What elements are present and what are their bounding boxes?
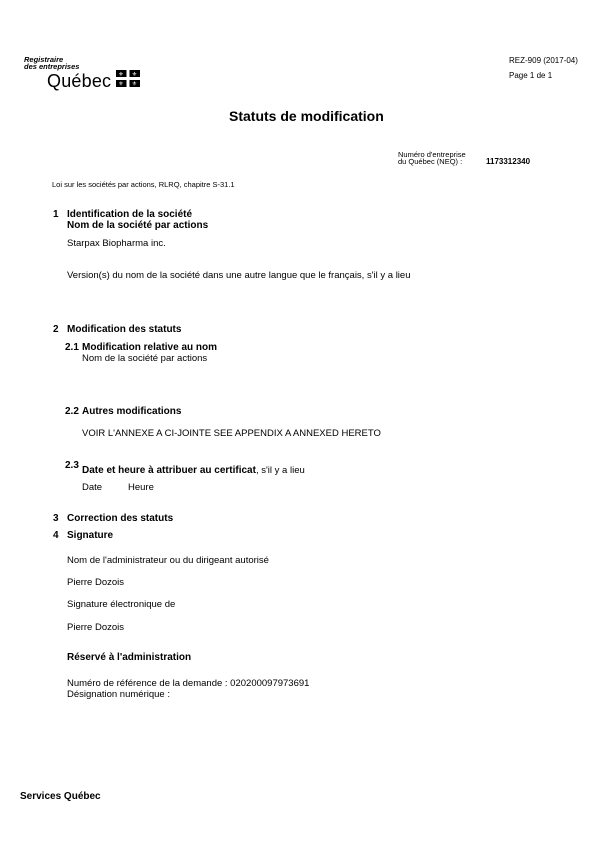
section-3-heading: Correction des statuts: [67, 513, 174, 524]
section-1-heading: Identification de la société: [67, 209, 193, 220]
admin-name: Pierre Dozois: [67, 577, 125, 588]
section-2-number: 2: [53, 324, 59, 335]
svg-text:⚜: ⚜: [131, 80, 138, 87]
section-2-heading: Modification des statuts: [67, 324, 182, 335]
section-1-number: 1: [53, 209, 59, 220]
footer-services-quebec: Services Québec: [20, 791, 101, 802]
digital-designation: Désignation numérique :: [67, 689, 170, 700]
admin-label: Nom de l'administrateur ou du dirigeant autorisé: [67, 555, 269, 566]
esignature-name: Pierre Dozois: [67, 622, 125, 633]
logo-entreprises-line: des entreprises: [24, 62, 80, 71]
page-title: Statuts de modification: [229, 108, 384, 124]
date-label: Date: [82, 482, 103, 493]
neq-label-line2: du Québec (NEQ) :: [398, 157, 463, 166]
section-4-number: 4: [53, 530, 59, 541]
neq-value: 1173312340: [486, 157, 531, 166]
section-2-3-suffix: , s'il y a lieu: [255, 465, 305, 476]
name-versions-label: Version(s) du nom de la société dans une autre langue que le français, s'il y a lieu: [67, 270, 411, 281]
svg-text:⚜: ⚜: [118, 71, 124, 79]
section-2-1-number: 2.1: [65, 342, 79, 353]
section-2-2-text: VOIR L'ANNEXE A CI-JOINTE SEE APPENDIX A ANNEXED HERETO: [82, 428, 381, 439]
section-2-2-heading: Autres modifications: [82, 406, 182, 417]
section-2-1-text: Nom de la société par actions: [82, 353, 208, 364]
logo-registraire-line: Registraire: [24, 55, 64, 64]
section-4-heading: Signature: [67, 530, 114, 541]
section-3-number: 3: [53, 513, 59, 524]
company-name: Starpax Biopharma inc.: [67, 238, 166, 249]
page-number: Page 1 de 1: [509, 71, 553, 80]
form-code: REZ-909 (2017-04): [509, 56, 578, 65]
law-reference: Loi sur les sociétés par actions, RLRQ, chapitre S-31.1: [52, 180, 235, 189]
esignature-label: Signature électronique de: [67, 599, 176, 610]
reserved-heading: Réservé à l'administration: [67, 652, 192, 663]
svg-text:⚜: ⚜: [131, 71, 138, 79]
section-2-3-number: 2.3: [65, 460, 79, 471]
time-label: Heure: [128, 482, 154, 493]
section-2-1-heading: Modification relative au nom: [82, 342, 218, 353]
section-2-3-heading-row: [82, 460, 305, 478]
logo-quebec-word: Québec: [47, 71, 112, 91]
request-reference: Numéro de référence de la demande : 020200097973691: [67, 678, 310, 689]
quebec-flag-icon: [116, 70, 140, 87]
section-1-subheading: Nom de la société par actions: [67, 220, 209, 231]
svg-text:⚜: ⚜: [118, 80, 124, 87]
section-2-2-number: 2.2: [65, 406, 79, 417]
neq-label-line1: Numéro d'entreprise: [398, 150, 466, 159]
section-2-3-heading: Date et heure à attribuer au certificat: [82, 465, 256, 476]
